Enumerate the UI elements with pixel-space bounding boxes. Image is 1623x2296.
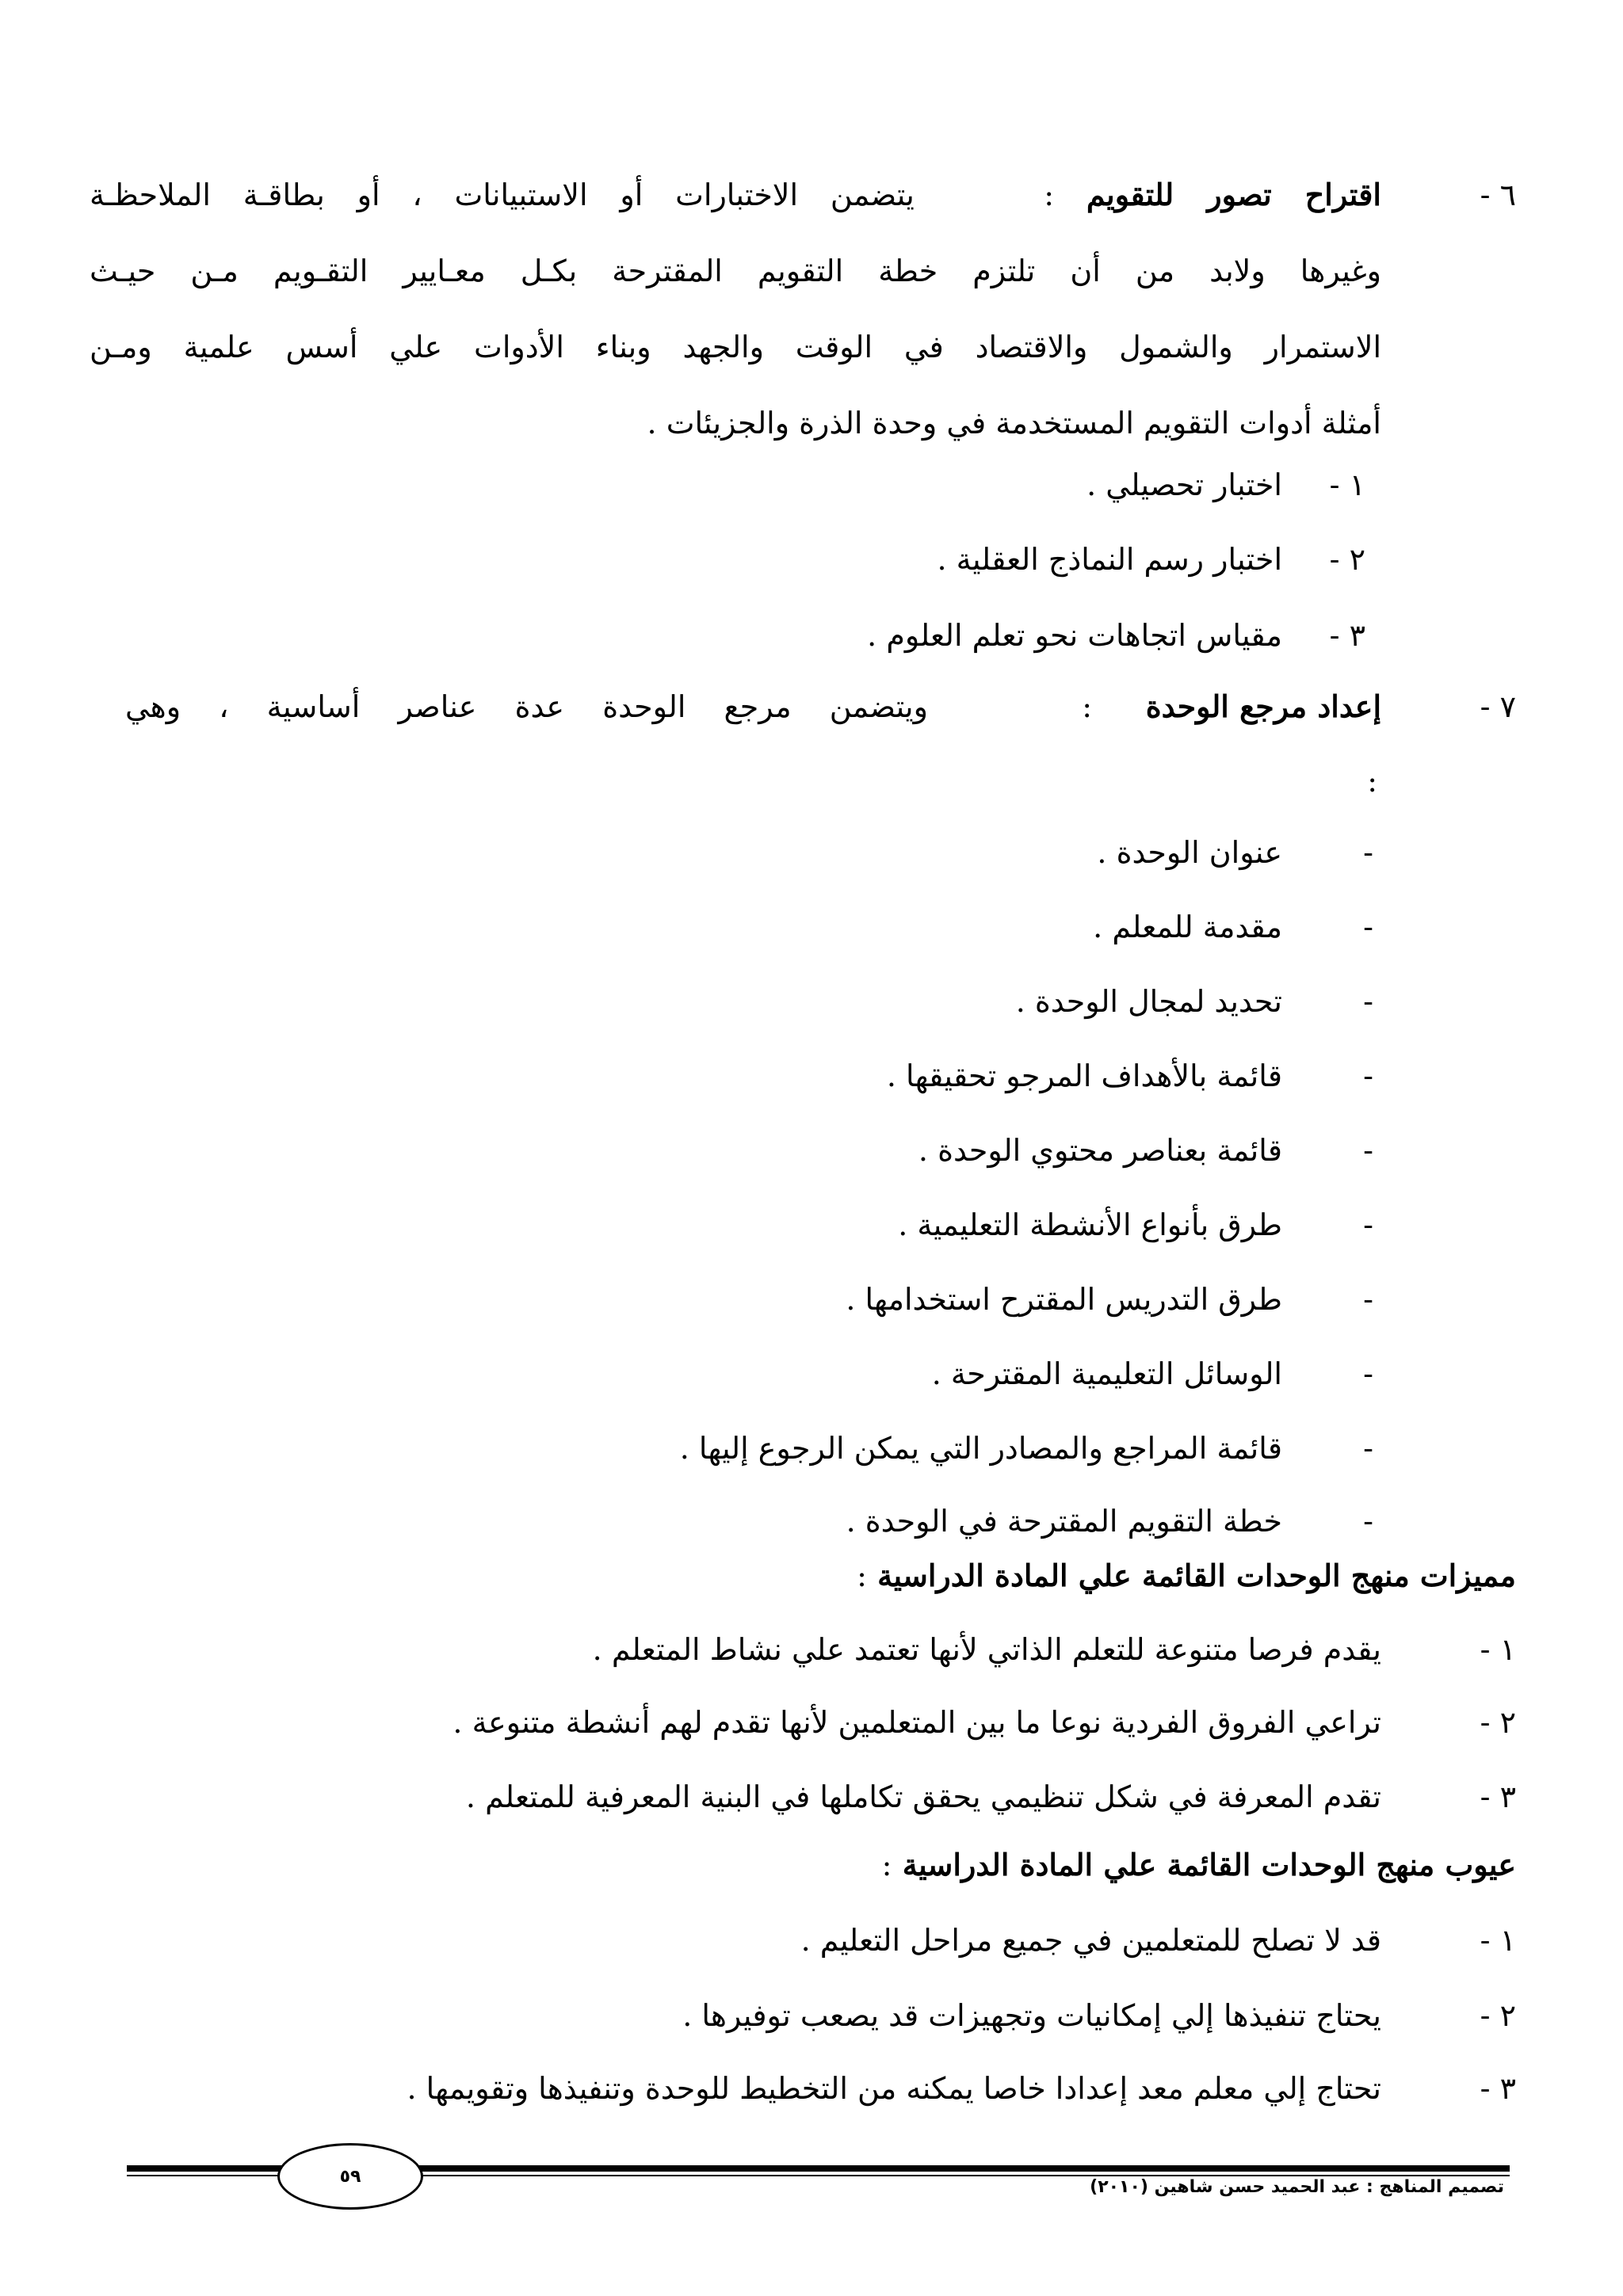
reference-item: قائمة المراجع والمصادر التي يمكن الرجوع إليها .: [679, 1431, 1282, 1466]
list-item-text: تراعي الفروق الفردية نوعا ما بين المتعلمين لأنها تقدم لهم أنشطة متنوعة .: [453, 1705, 1381, 1740]
list-item-number: ١ -: [1480, 1923, 1516, 1958]
page-number: ٥٩: [339, 2166, 361, 2187]
reference-item: تحديد لمجال الوحدة .: [1015, 984, 1282, 1019]
reference-item: طرق التدريس المقترح استخدامها .: [846, 1282, 1282, 1317]
section-7-intro: ويتضمن مرجع الوحدة عدة عناصر أساسية ، وهي: [125, 689, 928, 724]
list-item-number: ٣ -: [1329, 618, 1365, 653]
disadvantages-heading: [882, 1846, 1516, 1884]
list-item-text: يحتاج تنفيذها إلي إمكانيات وتجهيزات قد يصعب توفيرها .: [682, 1998, 1381, 2033]
section-6-paragraph: [90, 157, 1381, 461]
reference-item: مقدمة للمعلم .: [1093, 910, 1282, 944]
bullet-dash: -: [1363, 1356, 1373, 1391]
list-item-number: ٢ -: [1329, 542, 1365, 577]
footer-credit: تصميم المناهج : عبد الحميد حسن شاهين (٢٠١٠): [1090, 2177, 1504, 2197]
list-item-text: مقياس اتجاهات نحو تعلم العلوم .: [867, 618, 1282, 653]
section-6-title-colon: :: [1044, 177, 1055, 212]
list-item-text: قد لا تصلح للمتعلمين في جميع مراحل التعليم .: [800, 1923, 1381, 1958]
section-6-line-1-text: يتضمن الاختبارات أو الاستبيانات ، أو بطاقـة الملاحظـة: [90, 177, 915, 212]
reference-item: الوسائل التعليمية المقترحة .: [931, 1356, 1282, 1391]
section-6-line-4: أمثلة أدوات التقويم المستخدمة في وحدة الذرة والجزيئات .: [647, 406, 1381, 441]
reference-item: قائمة بالأهداف المرجو تحقيقها .: [886, 1058, 1282, 1093]
bullet-dash: -: [1363, 1133, 1373, 1168]
section-7-title: إعداد مرجع الوحدة: [1145, 688, 1381, 724]
page-number-oval: [277, 2143, 423, 2210]
bullet-dash: -: [1363, 1207, 1373, 1242]
reference-item: طرق بأنواع الأنشطة التعليمية .: [898, 1207, 1282, 1242]
bullet-dash: -: [1363, 1058, 1373, 1093]
bullet-dash: -: [1363, 1504, 1373, 1539]
list-item-text: تحتاج إلي معلم معد إعدادا خاصا يمكنه من التخطيط للوحدة وتنفيذها وتقويمها .: [407, 2071, 1381, 2106]
bullet-dash: -: [1363, 910, 1373, 944]
section-6-line-1: [90, 157, 1381, 233]
bullet-dash: -: [1363, 984, 1373, 1019]
section-6-title: اقتراح تصور للتقويم: [1086, 177, 1381, 212]
list-item-text: اختبار رسم النماذج العقلية .: [937, 542, 1282, 577]
bullet-dash: -: [1363, 835, 1373, 870]
section-7-number: ٧ -: [1480, 689, 1516, 724]
section-7-trailing-colon: :: [1367, 764, 1377, 799]
list-item-number: ٢ -: [1480, 1998, 1516, 2033]
reference-item: خطة التقويم المقترحة في الوحدة .: [846, 1504, 1282, 1539]
bullet-dash: -: [1363, 1431, 1373, 1466]
list-item-number: ٣ -: [1480, 1779, 1516, 1814]
advantages-heading-text: مميزات منهج الوحدات القائمة علي المادة الدراسية: [877, 1558, 1516, 1593]
advantages-heading-colon: :: [857, 1558, 867, 1593]
section-6-number: ٦ -: [1480, 177, 1516, 212]
disadvantages-heading-text: عيوب منهج الوحدات القائمة علي المادة الدراسية: [902, 1847, 1516, 1882]
list-item-text: تقدم المعرفة في شكل تنظيمي يحقق تكاملها في البنية المعرفية للمتعلم .: [465, 1779, 1381, 1814]
reference-item: قائمة بعناصر محتوي الوحدة .: [918, 1133, 1282, 1168]
list-item-text: يقدم فرصا متنوعة للتعلم الذاتي لأنها تعتمد علي نشاط المتعلم .: [592, 1632, 1381, 1667]
section-6-line-2: وغيرها ولابد من أن تلتزم خطة التقويم المقترحة بكـل معـايير التقـويم مـن حيـث: [90, 254, 1381, 288]
section-7-title-colon: :: [1082, 689, 1092, 724]
bullet-dash: -: [1363, 1282, 1373, 1317]
list-item-number: ٣ -: [1480, 2071, 1516, 2106]
list-item-text: اختبار تحصيلي .: [1086, 467, 1282, 502]
list-item-number: ١ -: [1329, 467, 1365, 502]
advantages-heading: [857, 1557, 1516, 1595]
section-6-line-3: الاستمرار والشمول والاقتصاد في الوقت والجهد وبناء الأدوات علي أسس علمية ومـن: [90, 330, 1381, 364]
disadvantages-heading-colon: :: [881, 1848, 892, 1882]
reference-item: عنوان الوحدة .: [1097, 835, 1282, 870]
list-item-number: ١ -: [1480, 1632, 1516, 1667]
list-item-number: ٢ -: [1480, 1705, 1516, 1740]
